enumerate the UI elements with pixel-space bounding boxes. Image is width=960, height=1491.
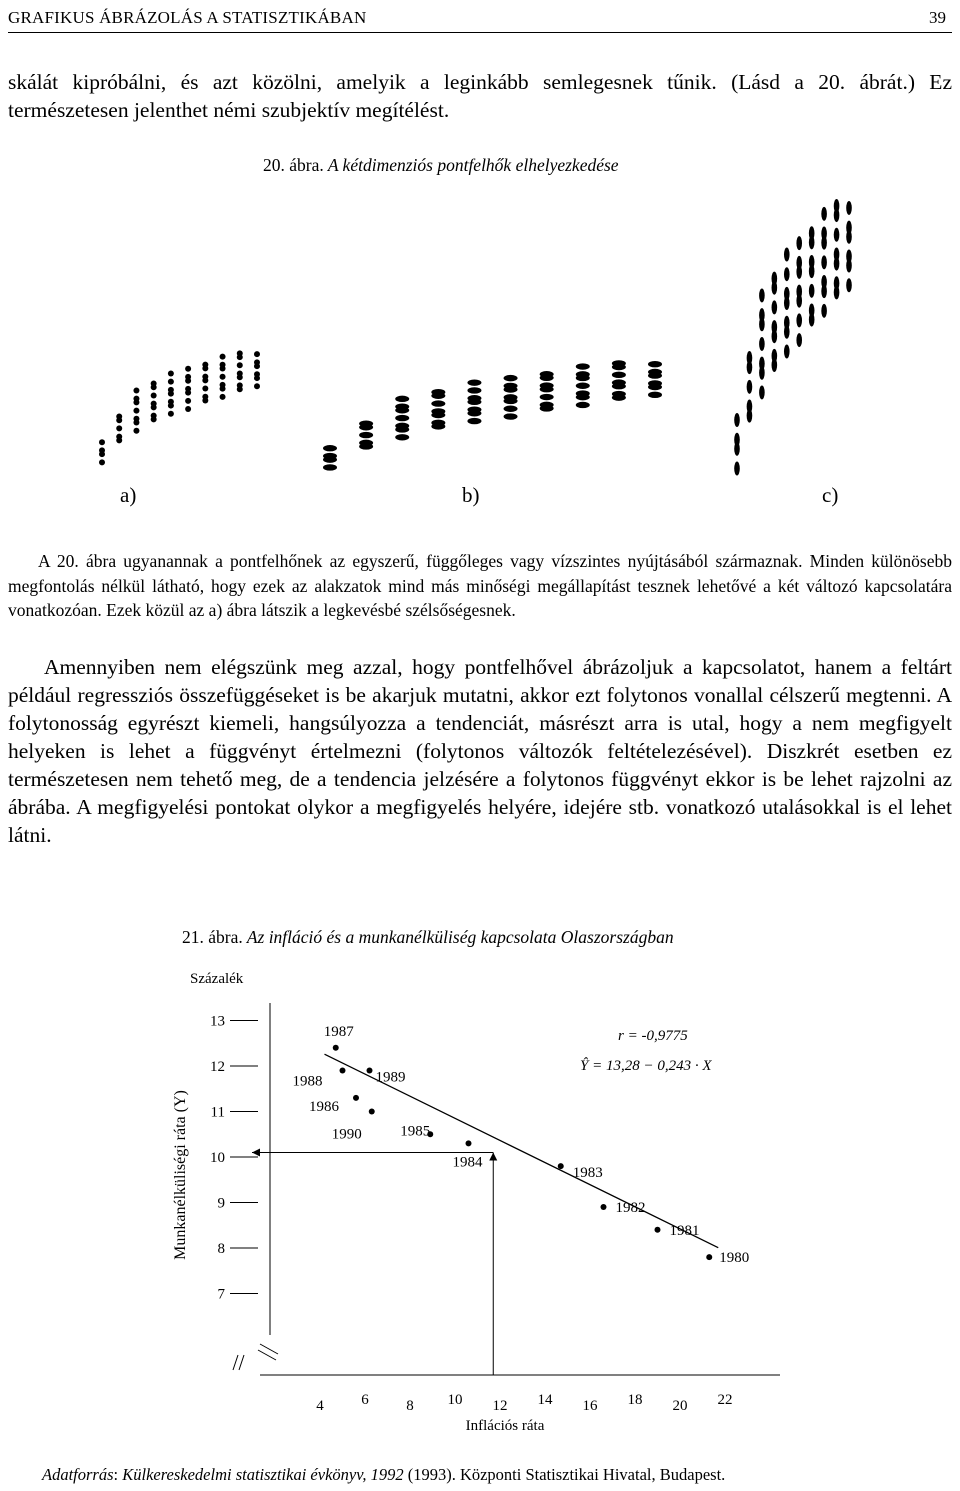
source-prefix: Adatforrás bbox=[42, 1465, 114, 1484]
cloud-a-point bbox=[202, 386, 208, 392]
x-tick-label: 6 bbox=[361, 1392, 369, 1408]
cloud-c-point bbox=[809, 284, 815, 298]
cloud-b-point bbox=[359, 420, 373, 426]
panel-label-c: c) bbox=[822, 483, 839, 507]
cloud-b-point bbox=[576, 390, 590, 396]
point-year-label: 1980 bbox=[719, 1250, 750, 1267]
cloud-b-point bbox=[431, 420, 445, 426]
cloud-c-point bbox=[734, 433, 740, 447]
point-year-label: 1988 bbox=[292, 1073, 323, 1090]
reference-marker bbox=[252, 1148, 497, 1375]
cloud-b-point bbox=[504, 394, 518, 400]
cloud-a-point bbox=[99, 459, 105, 465]
main-paragraph: Amennyiben nem elégszünk meg azzal, hogy pontfelhővel ábrázoljuk a kapcsolatot, hanem a feltárt például regressziós összefüggéseket is be akarjuk mutatni, akkor ezt folytonos vonallal célszerű megtenni. A folytonosság egyrészt kiemeli, hangsúlyozza a tendenciát, másrészt arra is utal, hogy a nem megfigyelt helyeken is lehet a függvényt értelmezni (folytonos változók feltételezésével). Diszkrét esetben ez természetesen nem tehető meg, de a tendencia jelzésére a folytonos függvényt ekkor is be lehet rajzolni az ábrába. A megfigyelési pontokat olykor a megfigyelés helyére, idejére stb. vonatkozó utalásokkal is el lehet látni. bbox=[8, 655, 952, 847]
cloud-c-point bbox=[834, 199, 840, 213]
data-point bbox=[367, 1068, 373, 1074]
y-axis-label: Munkanélküliségi ráta (Y) bbox=[172, 1090, 189, 1260]
cloud-c-point bbox=[796, 256, 802, 270]
cloud-c-point bbox=[734, 462, 740, 476]
cloud-b-point bbox=[395, 415, 409, 421]
figure-20-explanation: A 20. ábra ugyanannak a pontfelhőnek az egyszerű, függőleges vagy vízszintes nyújtásából származnak. Minden különösebb megfontolás nélkül látható, hogy ezek az alakzatok mind más minőségi megállapítást tesznek lehetővé a két változó kapcsolatára vonatkozóan. Ezek közül az a) ábra látszik a legkevésbé szélsőségesnek. bbox=[8, 551, 952, 620]
cloud-c-point bbox=[821, 207, 827, 221]
cloud-c-point bbox=[821, 304, 827, 318]
x-tick-label: 14 bbox=[537, 1392, 553, 1408]
cloud-b-point bbox=[467, 418, 481, 424]
x-tick-label: 4 bbox=[316, 1398, 324, 1414]
cloud-a-point bbox=[168, 370, 174, 376]
cloud-c-point bbox=[759, 288, 765, 302]
cloud-b-point bbox=[504, 406, 518, 412]
point-year-label: 1986 bbox=[309, 1098, 339, 1115]
cloud-b-point bbox=[648, 361, 662, 367]
cloud-b-point bbox=[612, 360, 626, 366]
point-year-label: 1985 bbox=[400, 1123, 431, 1140]
cloud-c-point bbox=[759, 308, 765, 322]
y-tick-label: 10 bbox=[210, 1150, 225, 1166]
cloud-a-point bbox=[220, 394, 226, 400]
cloud-a-point bbox=[133, 416, 139, 422]
cloud-b-point bbox=[323, 453, 337, 459]
data-point bbox=[340, 1068, 346, 1074]
figure-21-title: Az infláció és a munkanélküliség kapcsolata Olaszországban bbox=[246, 927, 674, 947]
cloud-b-point bbox=[612, 379, 626, 385]
cloud-c-point bbox=[784, 316, 790, 330]
reference-arrowhead bbox=[489, 1152, 497, 1160]
cloud-a-point bbox=[254, 351, 260, 357]
cloud-c-point bbox=[759, 337, 765, 351]
data-point bbox=[601, 1204, 607, 1210]
cloud-b-point bbox=[648, 392, 662, 398]
cloud-c-point bbox=[747, 400, 753, 414]
x-tick-label: 20 bbox=[672, 1398, 688, 1414]
cloud-c-point bbox=[846, 221, 852, 235]
panel-label-b: b) bbox=[462, 483, 480, 507]
figure-20-number: 20. ábra. bbox=[263, 155, 324, 175]
cloud-a-point bbox=[202, 394, 208, 400]
cloud-b-point bbox=[431, 408, 445, 414]
x-axis-label: Inflációs ráta bbox=[465, 1418, 545, 1434]
cloud-b-point bbox=[467, 387, 481, 393]
cloud-b-point bbox=[431, 400, 445, 406]
page-number: 39 bbox=[929, 8, 946, 27]
cloud-a-point bbox=[254, 371, 260, 377]
cloud-b-point bbox=[395, 396, 409, 402]
cloud-c-point bbox=[759, 357, 765, 371]
cloud-a-point bbox=[99, 439, 105, 445]
y-tick-labels bbox=[210, 1014, 258, 1303]
cloud-c-point bbox=[796, 285, 802, 299]
cloud-c-point bbox=[821, 275, 827, 289]
data-point bbox=[333, 1045, 339, 1051]
cloud-b-point bbox=[431, 389, 445, 395]
point-year-label: 1982 bbox=[615, 1200, 646, 1217]
cloud-a-point bbox=[237, 382, 243, 388]
cloud-b-point bbox=[648, 369, 662, 375]
figure-20-caption bbox=[263, 155, 619, 176]
reference-arrowhead bbox=[252, 1148, 260, 1156]
cloud-a-point bbox=[185, 374, 191, 380]
cloud-a-point bbox=[202, 362, 208, 368]
cloud-c-point bbox=[784, 345, 790, 359]
figure-21-scatter-chart bbox=[150, 955, 810, 1455]
cloud-a-point bbox=[99, 447, 105, 453]
x-tick-label: 10 bbox=[447, 1392, 463, 1408]
cloud-b-point bbox=[576, 402, 590, 408]
cloud-b-point bbox=[323, 464, 337, 470]
point-cloud-c bbox=[734, 199, 852, 476]
x-tick-label: 16 bbox=[582, 1398, 598, 1414]
cloud-a-point bbox=[220, 354, 226, 360]
cloud-b-point bbox=[648, 380, 662, 386]
source-colon: : bbox=[113, 1465, 123, 1484]
equation-body: = 13,28 − 0,243 · X bbox=[588, 1058, 712, 1074]
cloud-b-point bbox=[323, 445, 337, 451]
cloud-c-point bbox=[784, 248, 790, 262]
cloud-a-point bbox=[151, 401, 157, 407]
cloud-c-point bbox=[784, 267, 790, 281]
cloud-a-point bbox=[133, 408, 139, 414]
cloud-c-point bbox=[834, 276, 840, 290]
cloud-a-point bbox=[220, 374, 226, 380]
cloud-c-point bbox=[796, 236, 802, 250]
cloud-c-point bbox=[772, 349, 778, 363]
point-year-label: 1987 bbox=[323, 1023, 354, 1040]
y-tick-label: 11 bbox=[210, 1104, 225, 1121]
cloud-c-point bbox=[821, 227, 827, 241]
cloud-a-point bbox=[185, 366, 191, 372]
figure-21-caption bbox=[182, 927, 674, 948]
point-year-label: 1984 bbox=[452, 1154, 483, 1171]
cloud-b-point bbox=[540, 394, 554, 400]
y-tick-label: 8 bbox=[217, 1241, 225, 1257]
cloud-c-point bbox=[821, 255, 827, 269]
data-point bbox=[353, 1095, 359, 1101]
point-cloud-b bbox=[323, 360, 662, 470]
cloud-b-point bbox=[395, 423, 409, 429]
point-cloud-a bbox=[99, 350, 260, 465]
source-title: Külkereskedelmi statisztikai évkönyv, 1992 bbox=[122, 1465, 404, 1484]
cloud-c-point bbox=[809, 255, 815, 269]
axis-break-mark bbox=[239, 1355, 244, 1370]
cloud-c-point bbox=[747, 351, 753, 365]
cloud-a-point bbox=[168, 411, 174, 417]
point-year-label: 1989 bbox=[375, 1069, 406, 1086]
regression-equation bbox=[580, 1057, 712, 1074]
data-point bbox=[558, 1163, 564, 1169]
cloud-c-point bbox=[846, 201, 852, 215]
cloud-a-point bbox=[168, 399, 174, 405]
cloud-a-point bbox=[133, 387, 139, 393]
cloud-a-point bbox=[151, 380, 157, 386]
cloud-b-point bbox=[395, 434, 409, 440]
cloud-c-point bbox=[809, 304, 815, 318]
page-header bbox=[8, 2, 952, 33]
unit-label: Százalék bbox=[190, 971, 244, 987]
cloud-b-point bbox=[612, 391, 626, 397]
data-source bbox=[42, 1465, 725, 1485]
data-point bbox=[369, 1109, 375, 1115]
cloud-a-point bbox=[116, 434, 122, 440]
axis-break-mark bbox=[233, 1355, 238, 1370]
cloud-b-point bbox=[467, 379, 481, 385]
figure-20-point-clouds bbox=[0, 195, 960, 485]
cloud-c-point bbox=[834, 228, 840, 242]
running-title: GRAFIKUS ÁBRÁZOLÁS A STATISZTIKÁBAN bbox=[8, 8, 367, 27]
cloud-b-point bbox=[576, 371, 590, 377]
y-tick-label: 7 bbox=[217, 1286, 225, 1303]
cloud-a-point bbox=[220, 362, 226, 368]
cloud-c-point bbox=[784, 287, 790, 301]
cloud-b-point bbox=[576, 383, 590, 389]
correlation-text: r = -0,9775 bbox=[618, 1028, 688, 1044]
cloud-b-point bbox=[612, 372, 626, 378]
equation-yhat: Ŷ bbox=[580, 1058, 589, 1074]
cloud-a-point bbox=[202, 374, 208, 380]
cloud-c-point bbox=[834, 247, 840, 261]
cloud-a-point bbox=[254, 383, 260, 389]
y-tick-label: 9 bbox=[217, 1195, 225, 1212]
cloud-a-point bbox=[116, 425, 122, 431]
cloud-b-point bbox=[540, 382, 554, 388]
cloud-b-point bbox=[395, 403, 409, 409]
data-point bbox=[655, 1227, 661, 1233]
cloud-b-point bbox=[504, 375, 518, 381]
cloud-a-point bbox=[133, 396, 139, 402]
cloud-b-point bbox=[467, 406, 481, 412]
cloud-b-point bbox=[540, 402, 554, 408]
cloud-a-point bbox=[168, 387, 174, 393]
cloud-c-point bbox=[747, 380, 753, 394]
cloud-a-point bbox=[168, 379, 174, 385]
cloud-c-point bbox=[796, 333, 802, 347]
x-tick-label: 22 bbox=[717, 1392, 733, 1408]
cloud-a-point bbox=[151, 413, 157, 419]
cloud-c-point bbox=[809, 226, 815, 240]
y-tick-label: 13 bbox=[210, 1013, 225, 1030]
cloud-a-point bbox=[237, 362, 243, 368]
data-point bbox=[466, 1140, 472, 1146]
data-point bbox=[706, 1254, 712, 1260]
cloud-c-point bbox=[846, 249, 852, 263]
cloud-c-point bbox=[846, 278, 852, 292]
cloud-b-point bbox=[540, 371, 554, 377]
cloud-c-point bbox=[796, 313, 802, 327]
cloud-b-point bbox=[359, 440, 373, 446]
panel-label-a: a) bbox=[120, 483, 137, 507]
x-tick-label: 18 bbox=[627, 1392, 643, 1408]
cloud-b-point bbox=[504, 413, 518, 419]
cloud-b-point bbox=[576, 363, 590, 369]
cloud-a-point bbox=[237, 370, 243, 376]
intro-paragraph: skálát kipróbálni, és azt közölni, amelyik a leginkább semlegesnek tűnik. (Lásd a 20. ábrát.) Ez természetesen jelenthet némi szubjektív megítélést. bbox=[8, 70, 952, 122]
cloud-a-point bbox=[133, 428, 139, 434]
y-tick-label: 12 bbox=[210, 1059, 225, 1075]
cloud-c-point bbox=[772, 320, 778, 334]
cloud-c-point bbox=[772, 300, 778, 314]
cloud-a-point bbox=[185, 398, 191, 404]
figure-21-number: 21. ábra. bbox=[182, 927, 243, 947]
cloud-a-point bbox=[116, 413, 122, 419]
cloud-b-point bbox=[504, 383, 518, 389]
source-rest: (1993). Központi Statisztikai Hivatal, Budapest. bbox=[403, 1465, 726, 1484]
cloud-c-point bbox=[772, 272, 778, 286]
figure-20-title: A kétdimenziós pontfelhők elhelyezkedése bbox=[327, 155, 619, 175]
cloud-a-point bbox=[185, 406, 191, 412]
cloud-a-point bbox=[185, 386, 191, 392]
x-tick-label: 8 bbox=[406, 1398, 414, 1414]
cloud-b-point bbox=[359, 432, 373, 438]
point-year-label: 1981 bbox=[669, 1222, 700, 1239]
cloud-a-point bbox=[220, 382, 226, 388]
cloud-a-point bbox=[254, 359, 260, 365]
cloud-a-point bbox=[237, 350, 243, 356]
point-year-label: 1983 bbox=[572, 1165, 603, 1182]
point-year-label: 1990 bbox=[331, 1126, 362, 1143]
cloud-c-point bbox=[759, 385, 765, 399]
x-tick-labels bbox=[316, 1392, 732, 1414]
cloud-c-point bbox=[734, 413, 740, 427]
cloud-b-point bbox=[467, 395, 481, 401]
cloud-a-point bbox=[151, 392, 157, 398]
x-tick-label: 12 bbox=[492, 1398, 508, 1414]
